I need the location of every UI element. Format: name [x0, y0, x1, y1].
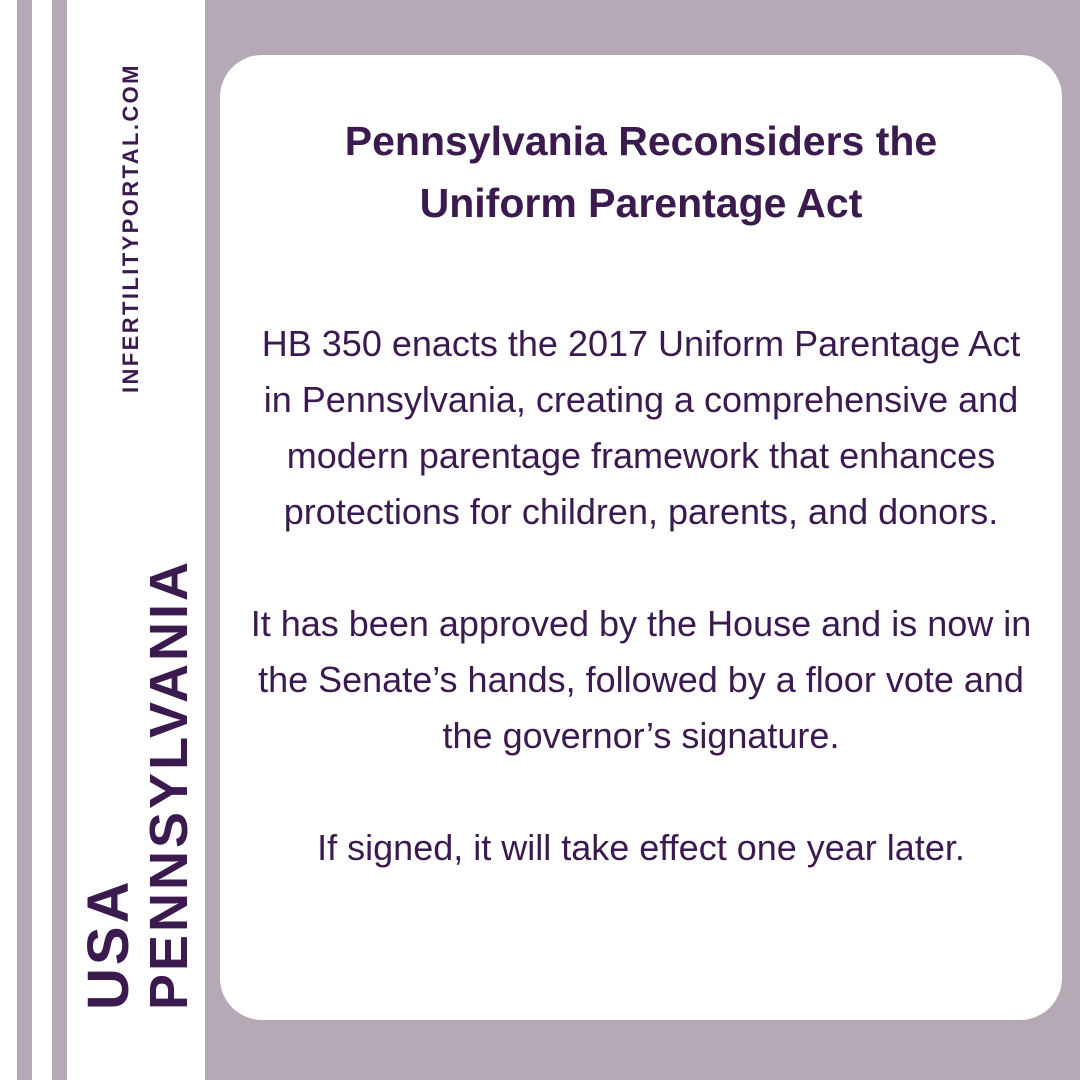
paragraph-status: It has been approved by the House and is now in the Senate’s hands, followed by a floor vote and the governor’s signature.	[250, 603, 1032, 756]
country-label: USA	[76, 878, 141, 1010]
decorative-stripe-outer	[17, 0, 32, 1080]
paragraph-bill-summary: HB 350 enacts the 2017 Uniform Parentage Act in Pennsylvania, creating a comprehensive and modern parentage framework that enhances protections for children, parents, and donors.	[261, 323, 1021, 532]
state-label: PENNSYLVANIA	[139, 558, 199, 1010]
decorative-stripe-inner	[52, 0, 67, 1080]
content-card	[220, 55, 1062, 1020]
site-url[interactable]: INFERTILITYPORTAL.COM	[118, 63, 143, 393]
paragraph-effective-date: If signed, it will take effect one year later.	[317, 827, 965, 868]
card-title: Pennsylvania Reconsiders the Uniform Parentage Act	[344, 118, 938, 226]
